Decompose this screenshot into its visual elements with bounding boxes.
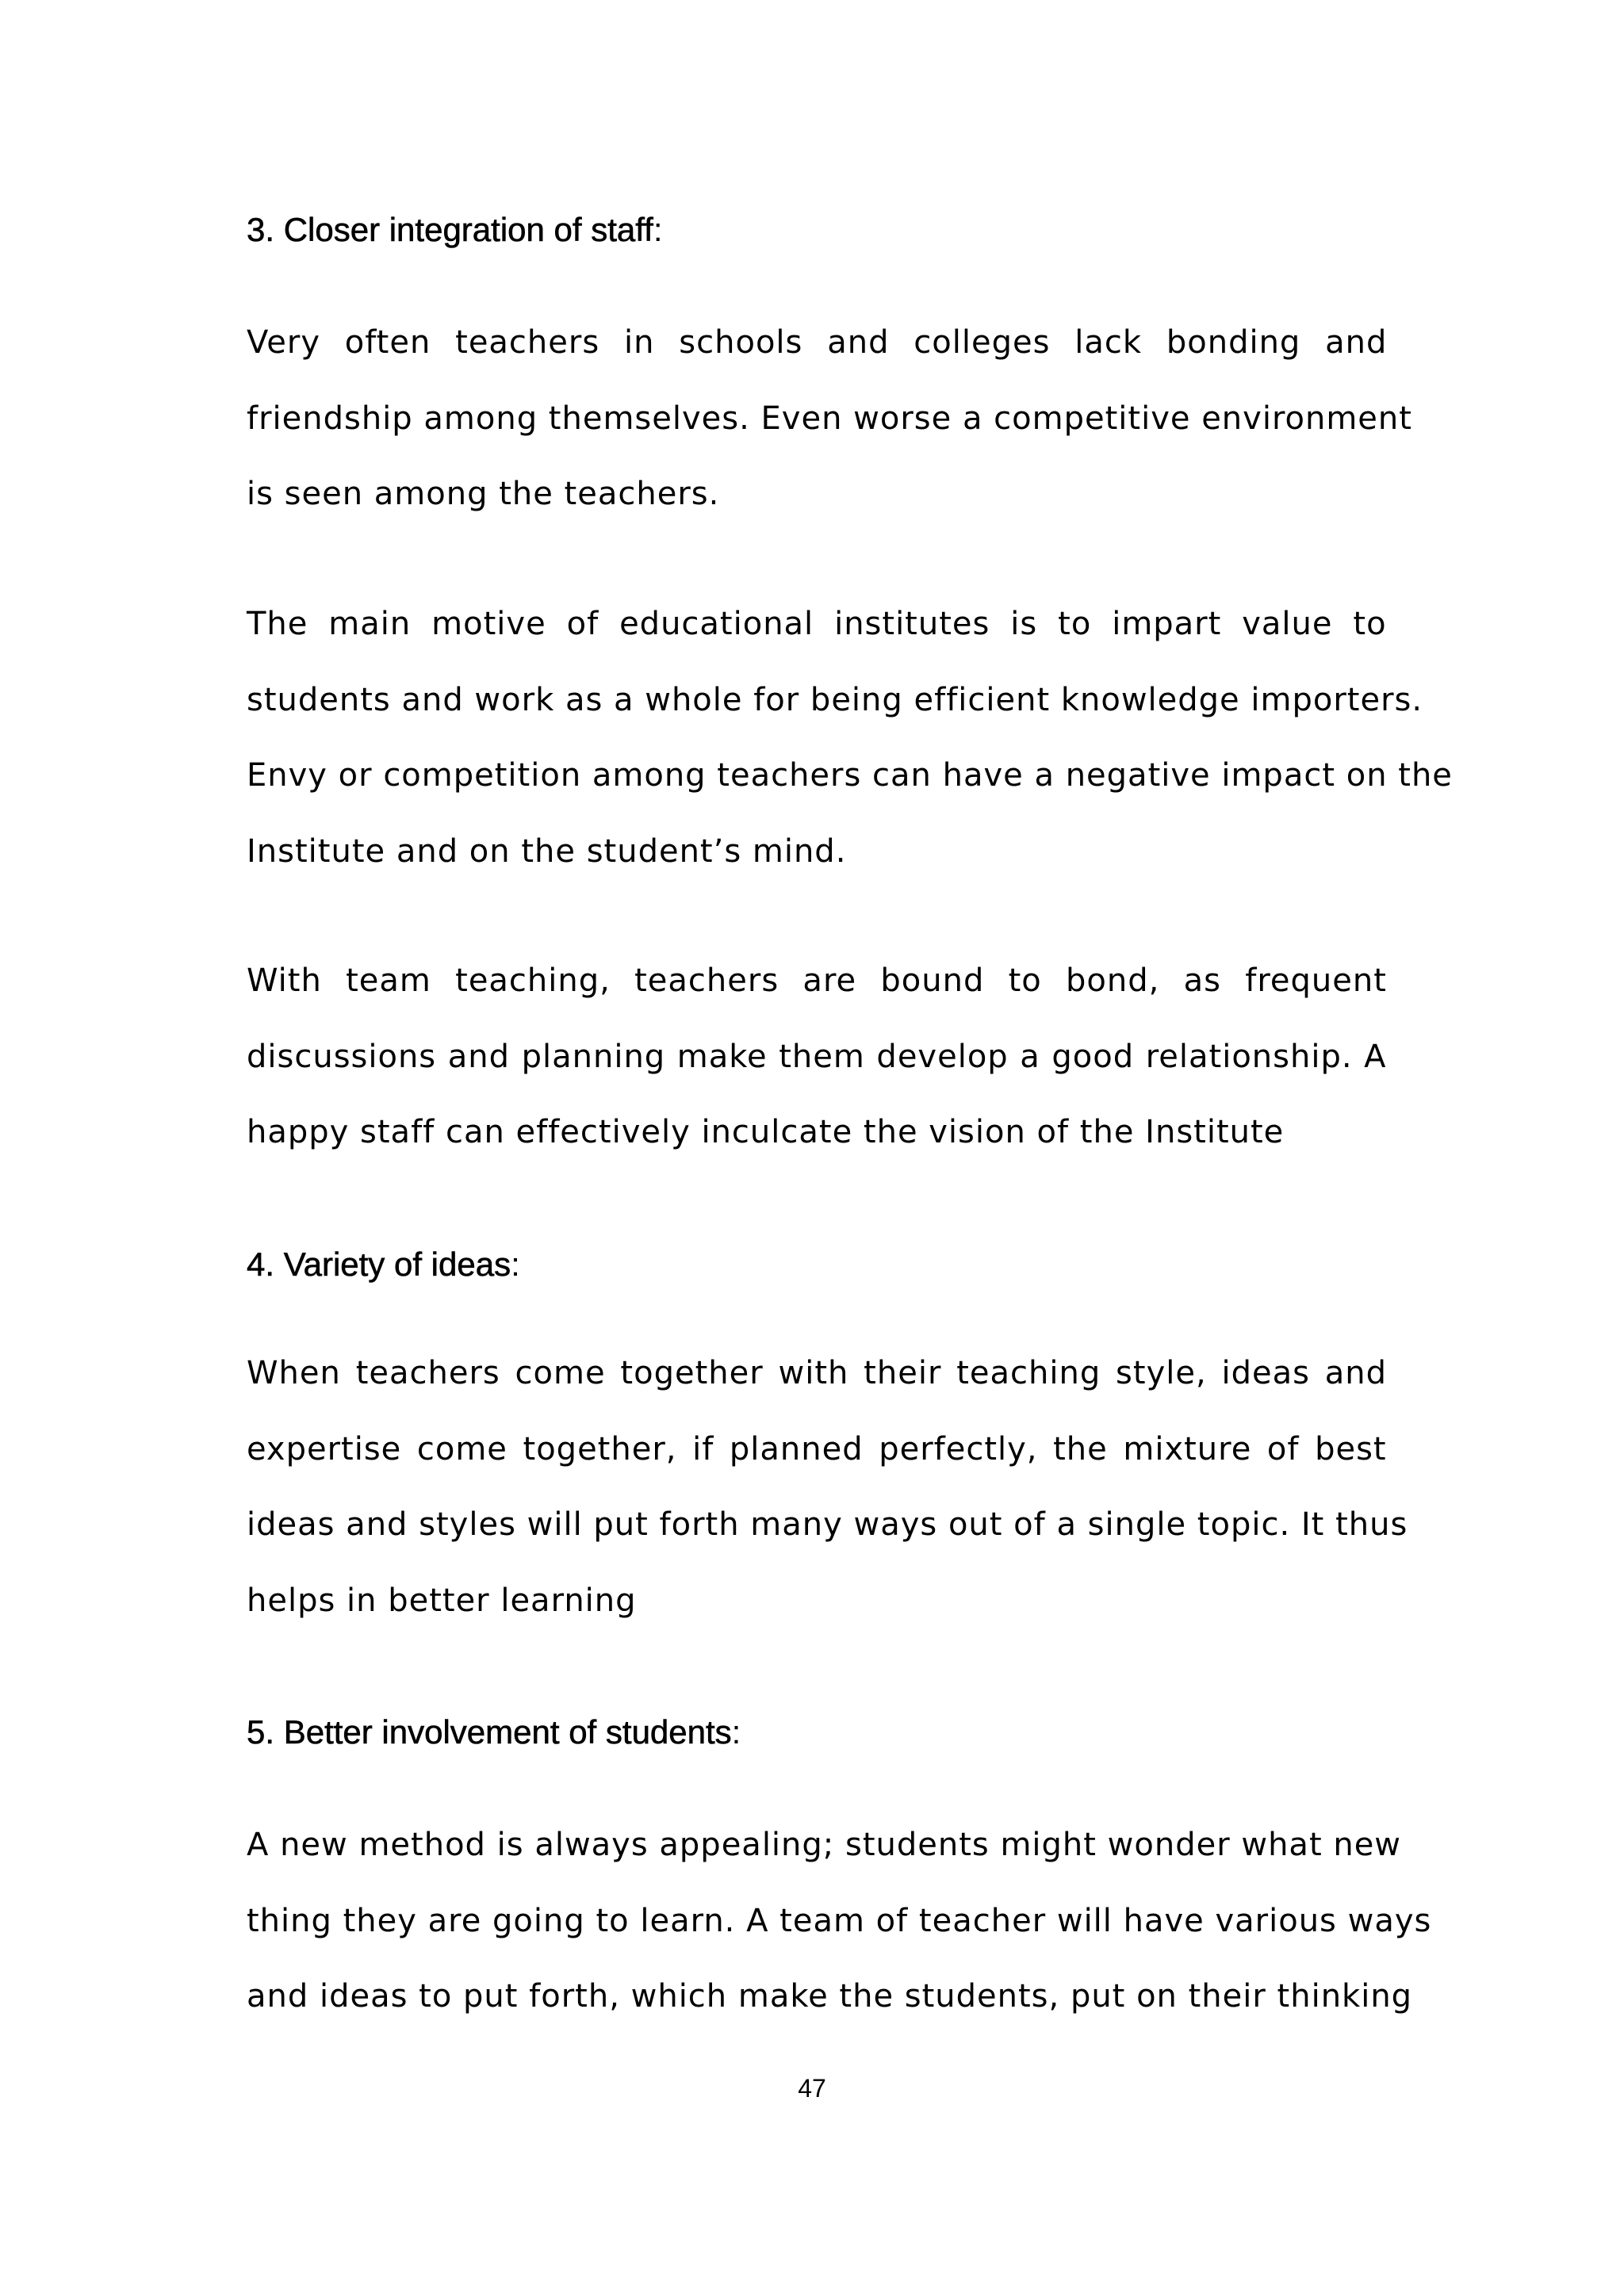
section-heading-4-text: 4. Variety of ideas bbox=[247, 1246, 511, 1283]
text-line: ideas and styles will put forth many ways out of a single topic. It thus bbox=[247, 1506, 1408, 1543]
section-heading-3 bbox=[247, 210, 1388, 250]
text-line: Very often teachers in schools and colleges lack bonding and bbox=[247, 324, 1388, 361]
text-line: Institute and on the student’s mind. bbox=[247, 832, 847, 870]
section-heading-5 bbox=[247, 1712, 1388, 1752]
text-line: discussions and planning make them develop a good relationship. A bbox=[247, 1038, 1387, 1075]
paragraph-student-involvement bbox=[247, 1808, 1432, 2035]
text-line: helps in better learning bbox=[247, 1582, 637, 1619]
text-line: A new method is always appealing; students might wonder what new bbox=[247, 1827, 1402, 1863]
section-heading-4 bbox=[247, 1245, 1388, 1284]
text-line: Envy or competition among teachers can have a negative impact on the bbox=[247, 757, 1453, 794]
text-line: is seen among the teachers. bbox=[247, 476, 720, 512]
text-line: The main motive of educational institutes is to impart value to bbox=[247, 606, 1387, 642]
text-line: students and work as a whole for being efficient knowledge importers. bbox=[247, 681, 1423, 718]
paragraph-team-teaching bbox=[247, 943, 1387, 1171]
section-heading-5-text: 5. Better involvement of students bbox=[247, 1713, 732, 1751]
text-line: With team teaching, teachers are bound to bond, as frequent bbox=[247, 962, 1387, 999]
text-line: and ideas to put forth, which make the students, put on their thinking bbox=[247, 1978, 1413, 2015]
heading-colon: : bbox=[731, 1713, 741, 1751]
page-number: 47 bbox=[798, 2074, 826, 2103]
heading-colon: : bbox=[511, 1246, 520, 1283]
text-line: friendship among themselves. Even worse a competitive environment bbox=[247, 400, 1412, 437]
text-line: thing they are going to learn. A team of teacher will have various ways bbox=[247, 1902, 1432, 1939]
paragraph-variety-of-ideas bbox=[247, 1336, 1408, 1639]
text-line: expertise come together, if planned perfectly, the mixture of best bbox=[247, 1430, 1387, 1468]
section-heading-3-text: 3. Closer integration of staff bbox=[247, 211, 653, 248]
text-line: When teachers come together with their teaching style, ideas and bbox=[247, 1355, 1388, 1391]
paragraph-staff-bonding bbox=[247, 305, 1412, 533]
heading-colon: : bbox=[653, 211, 663, 248]
paragraph-main-motive bbox=[247, 587, 1453, 890]
text-line: happy staff can effectively inculcate the vision of the Institute bbox=[247, 1114, 1285, 1150]
